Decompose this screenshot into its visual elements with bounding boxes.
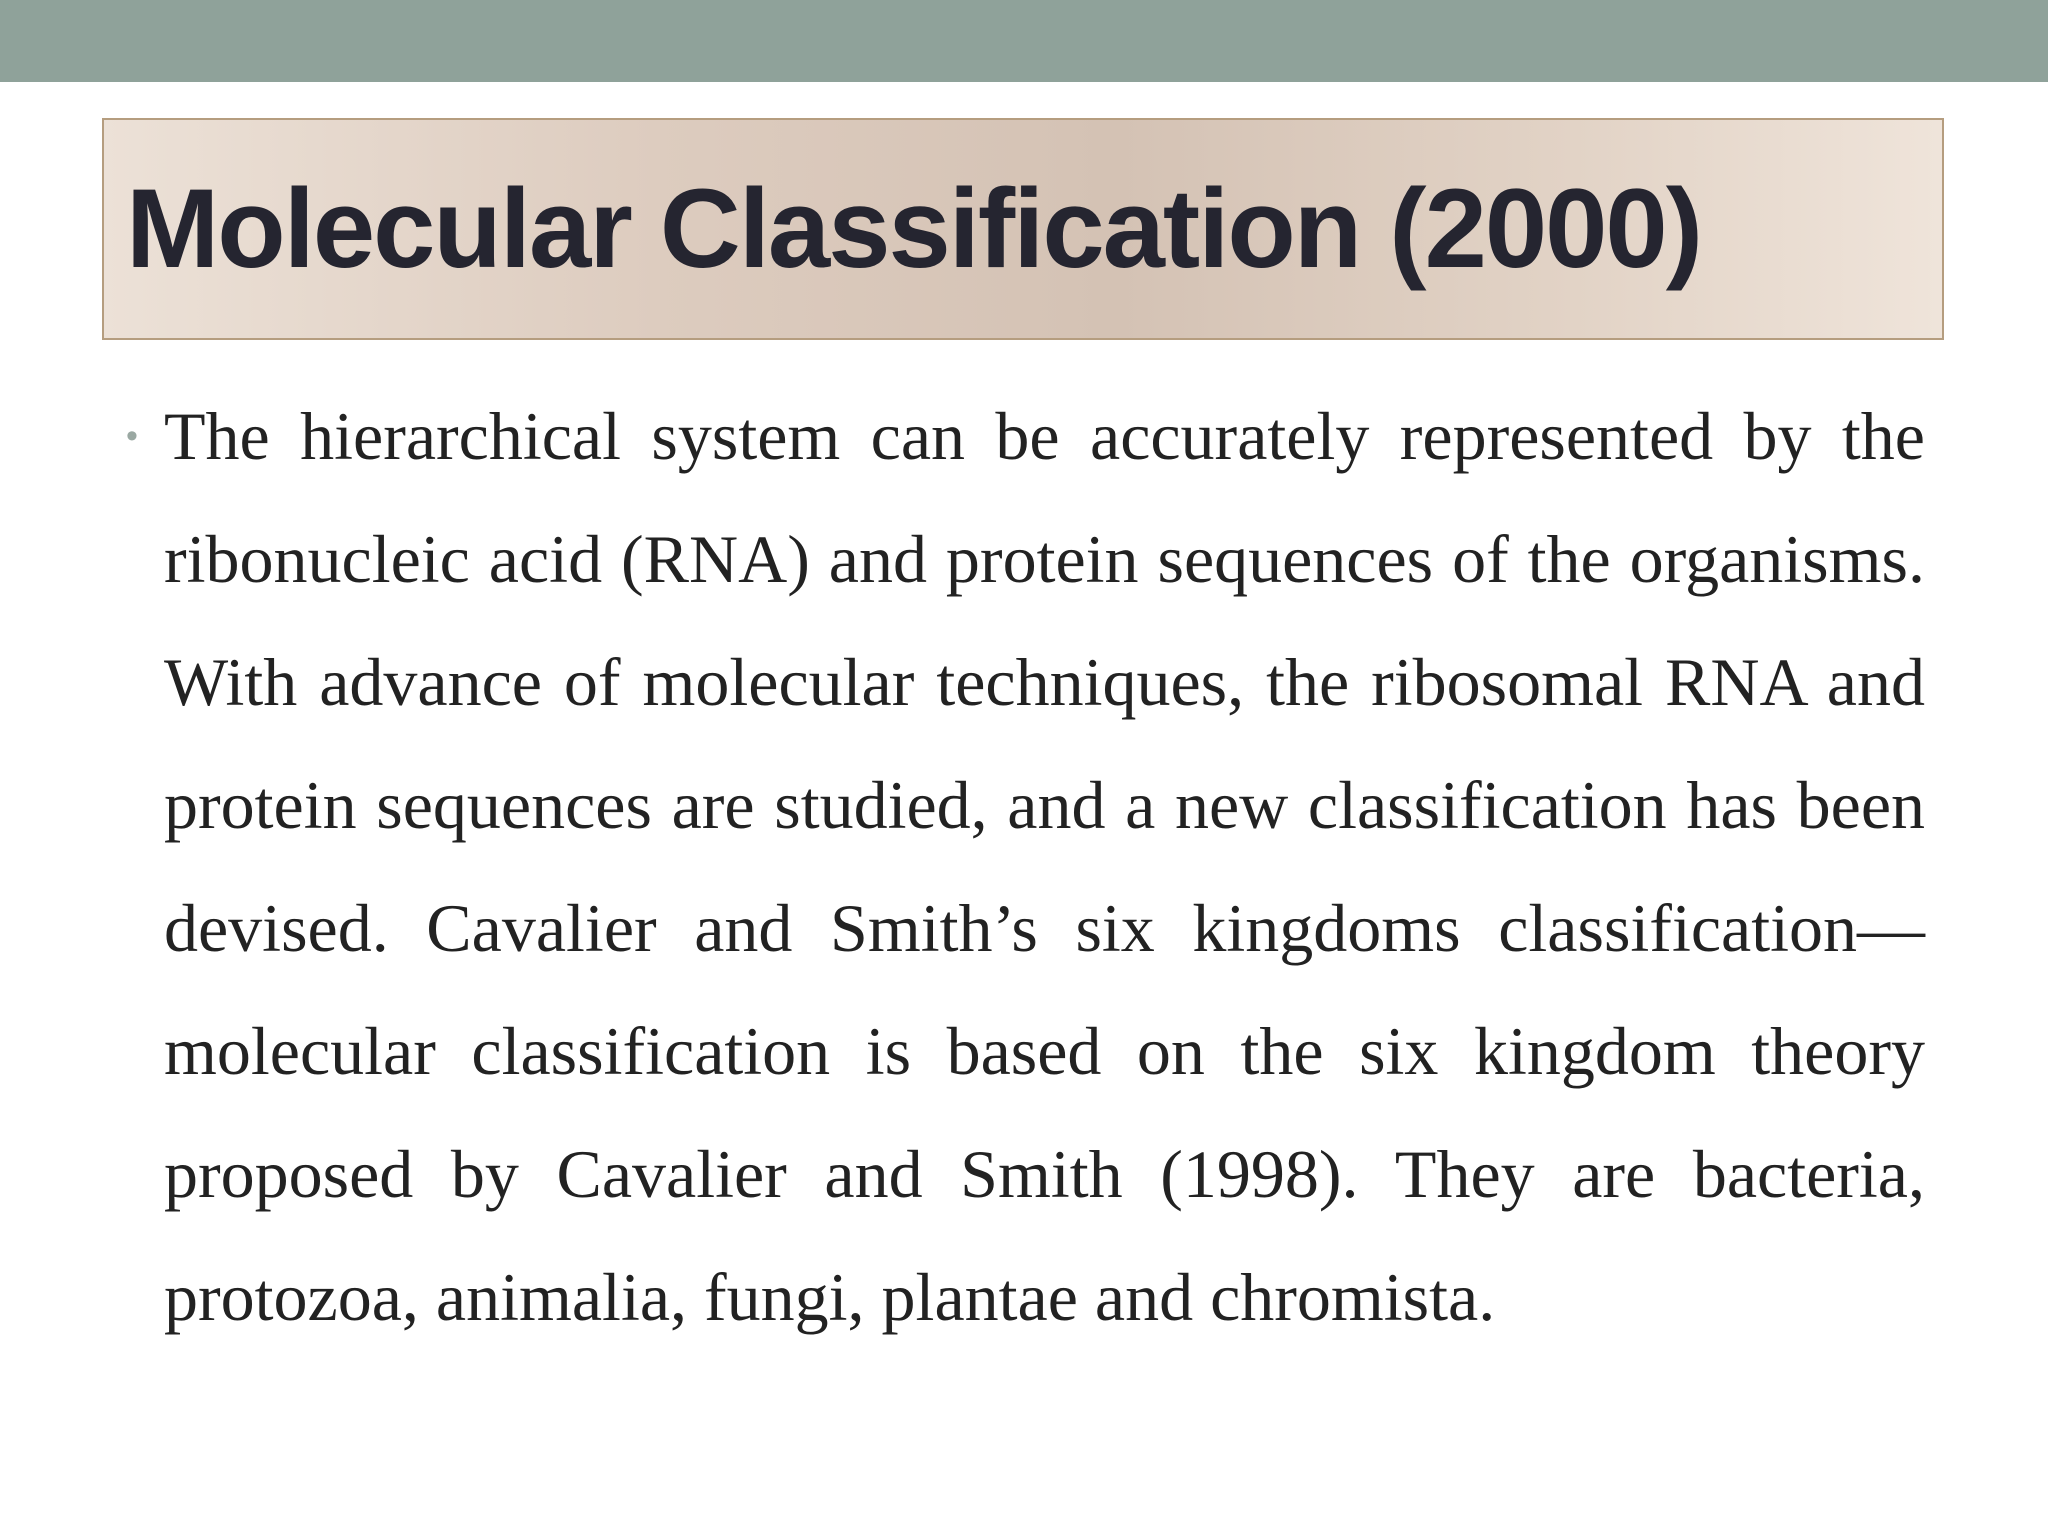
title-banner bbox=[102, 118, 1944, 340]
bullet-item bbox=[120, 375, 1925, 1359]
bullet-text: The hierarchical system can be accurately represented by the ribonucleic acid (RNA) and protein sequences of the organisms. With advance of molecular techniques, the ribosomal RNA and protein sequences are studied, and a new classification has been devised. Cavalier and Smith’s six kingdoms classification—molecular classification is based on the six kingdom theory proposed by Cavalier and Smith (1998). They are bacteria, protozoa, animalia, fungi, plantae and chromista. bbox=[164, 398, 1925, 1335]
slide-body bbox=[120, 375, 1925, 1359]
bullet-icon: • bbox=[126, 417, 138, 455]
slide-title: Molecular Classification (2000) bbox=[126, 166, 1702, 291]
top-accent-bar bbox=[0, 0, 2048, 82]
